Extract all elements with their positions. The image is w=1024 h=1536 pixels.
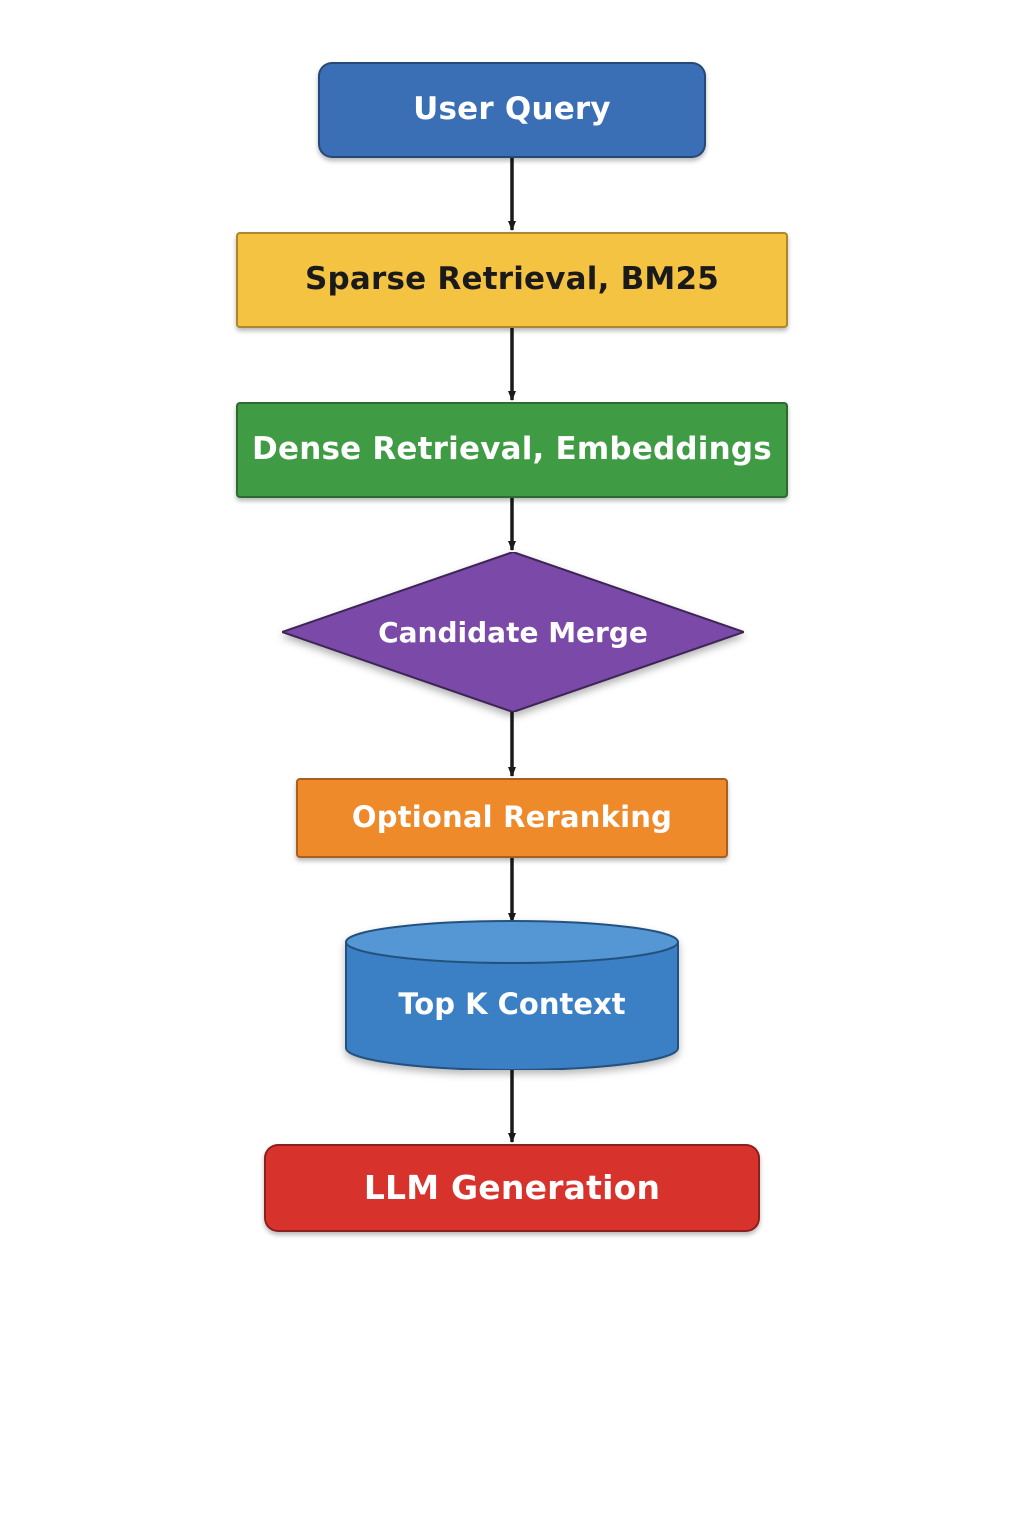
node-candidate-merge[interactable] bbox=[282, 552, 744, 712]
node-label-sparse-retrieval: Sparse Retrieval, BM25 bbox=[305, 261, 719, 298]
node-llm-generation[interactable] bbox=[264, 1144, 760, 1232]
node-label-llm-generation: LLM Generation bbox=[363, 1168, 661, 1208]
node-dense-retrieval[interactable] bbox=[236, 402, 788, 498]
node-label-candidate-merge: Candidate Merge bbox=[378, 615, 648, 649]
node-label-top-k-context: Top K Context bbox=[398, 987, 626, 1021]
node-user-query[interactable] bbox=[318, 62, 706, 158]
node-top-k-context[interactable] bbox=[344, 920, 680, 1070]
node-sparse-retrieval[interactable] bbox=[236, 232, 788, 328]
node-label-user-query: User Query bbox=[413, 91, 611, 128]
node-optional-reranking[interactable] bbox=[296, 778, 728, 858]
node-label-dense-retrieval: Dense Retrieval, Embeddings bbox=[252, 431, 772, 468]
node-label-optional-reranking: Optional Reranking bbox=[351, 800, 673, 835]
